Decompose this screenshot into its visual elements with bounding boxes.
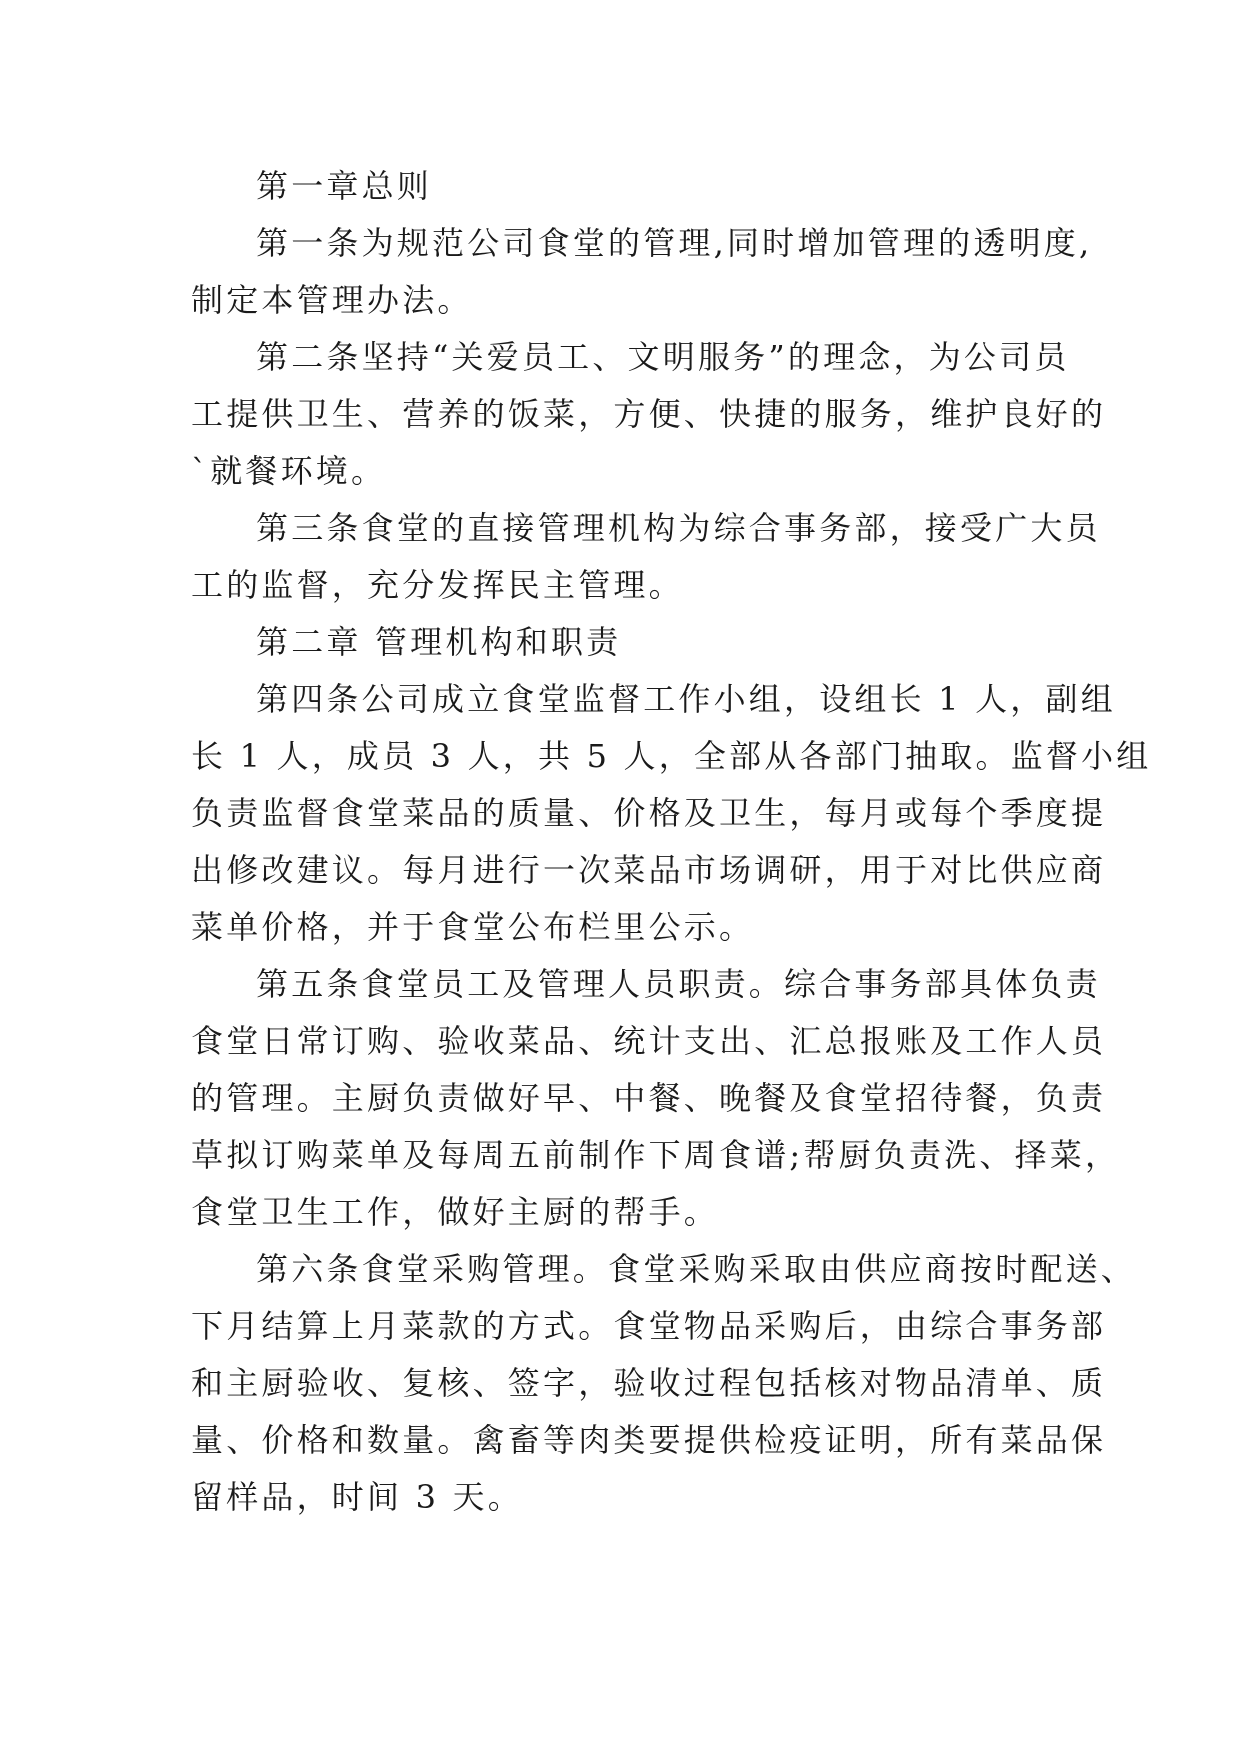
article-5-line-1: 第五条食堂员工及管理人员职责。综合事务部具体负责 xyxy=(256,965,1101,1003)
article-4-line-1: 第四条公司成立食堂监督工作小组，设组长 1 人，副组 xyxy=(256,680,1116,718)
article-4-line-2: 长 1 人，成员 3 人，共 5 人，全部从各部门抽取。监督小组 xyxy=(191,737,1152,775)
article-4-line-5: 菜单价格，并于食堂公布栏里公示。 xyxy=(191,908,755,946)
chapter-1-heading: 第一章总则 xyxy=(256,167,433,205)
article-3-line-1: 第三条食堂的直接管理机构为综合事务部，接受广大员 xyxy=(256,509,1101,547)
article-2-line-2: 工提供卫生、营养的饭菜，方便、快捷的服务，维护良好的 xyxy=(191,395,1107,433)
article-6-line-5: 留样品，时间 3 天。 xyxy=(191,1478,523,1516)
article-2-line-1: 第二条坚持“关爱员工、文明服务”的理念，为公司员 xyxy=(256,338,1070,376)
article-4-line-3: 负责监督食堂菜品的质量、价格及卫生，每月或每个季度提 xyxy=(191,794,1107,832)
article-5-line-3: 的管理。主厨负责做好早、中餐、晚餐及食堂招待餐，负责 xyxy=(191,1079,1107,1117)
article-6-line-4: 量、价格和数量。禽畜等肉类要提供检疫证明，所有菜品保 xyxy=(191,1421,1107,1459)
article-6-line-1: 第六条食堂采购管理。食堂采购采取由供应商按时配送、 xyxy=(256,1250,1137,1288)
article-6-line-3: 和主厨验收、复核、签字，验收过程包括核对物品清单、质 xyxy=(191,1364,1107,1402)
chapter-2-heading: 第二章 管理机构和职责 xyxy=(256,623,622,661)
article-1-line-1: 第一条为规范公司食堂的管理,同时增加管理的透明度, xyxy=(256,224,1093,262)
article-3-line-2: 工的监督，充分发挥民主管理。 xyxy=(191,566,684,604)
article-4-line-4: 出修改建议。每月进行一次菜品市场调研，用于对比供应商 xyxy=(191,851,1107,889)
article-5-line-2: 食堂日常订购、验收菜品、统计支出、汇总报账及工作人员 xyxy=(191,1022,1107,1060)
article-2-line-3: `就餐环境。 xyxy=(191,452,387,490)
article-5-line-4: 草拟订购菜单及每周五前制作下周食谱;帮厨负责洗、择菜， xyxy=(191,1136,1121,1174)
article-6-line-2: 下月结算上月菜款的方式。食堂物品采购后，由综合事务部 xyxy=(191,1307,1107,1345)
article-1-line-2: 制定本管理办法。 xyxy=(191,281,473,319)
article-5-line-5: 食堂卫生工作，做好主厨的帮手。 xyxy=(191,1193,720,1231)
